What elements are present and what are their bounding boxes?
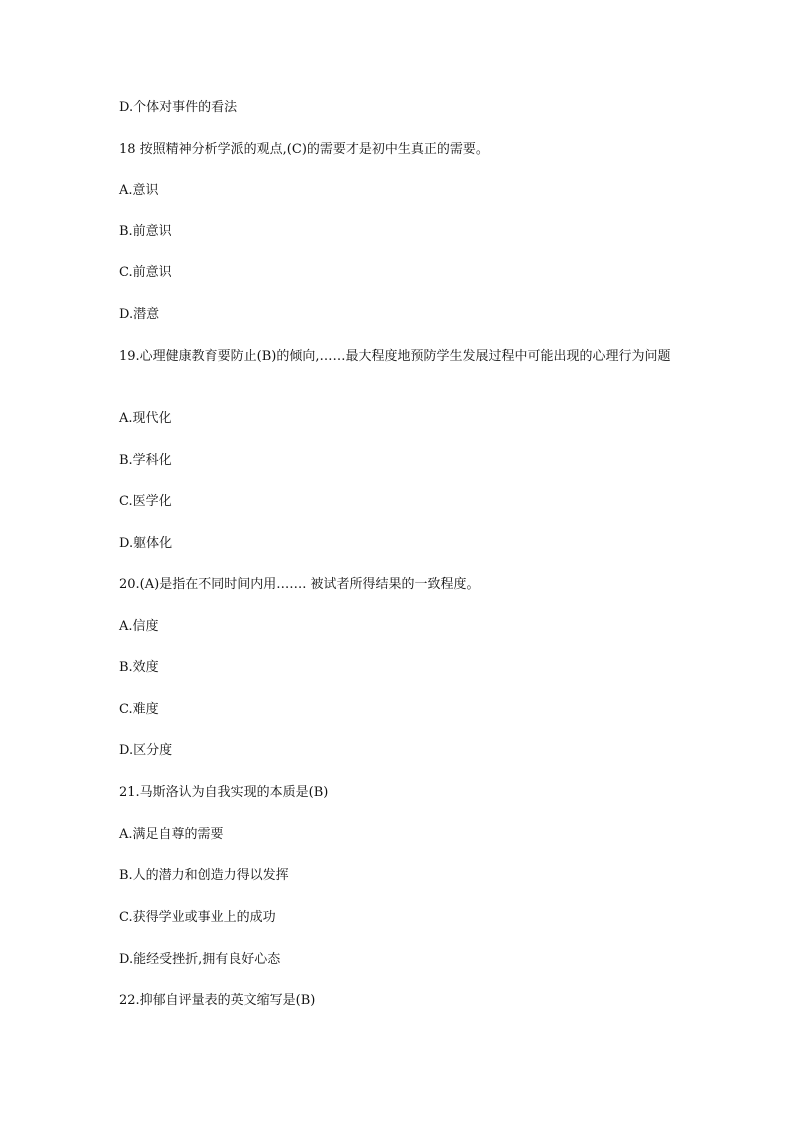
option-20-d: D.区分度 [119, 743, 173, 758]
question-21: 21.马斯洛认为自我实现的本质是(B) [119, 785, 329, 800]
option-18-a: A.意识 [119, 183, 159, 198]
question-19: 19.心理健康教育要防止(B)的倾向,……最大程度地预防学生发展过程中可能出现的心理行为问题 [119, 349, 671, 364]
option-19-b: B.学科化 [119, 453, 172, 468]
question-22: 22.抑郁自评量表的英文缩写是(B) [119, 993, 316, 1008]
option-20-c: C.难度 [119, 702, 159, 717]
option-18-b: B.前意识 [119, 224, 172, 239]
option-18-d: D.潜意 [119, 307, 160, 322]
option-20-b: B.效度 [119, 660, 159, 675]
question-20: 20.(A)是指在不同时间内用……. 被试者所得结果的一致程度。 [119, 577, 480, 592]
question-18: 18 按照精神分析学派的观点,(C)的需要才是初中生真正的需要。 [119, 142, 489, 157]
option-21-a: A.满足自尊的需要 [119, 827, 224, 842]
option-20-a: A.信度 [119, 619, 159, 634]
option-21-d: D.能经受挫折,拥有良好心态 [119, 952, 281, 967]
option-18-c: C.前意识 [119, 265, 172, 280]
option-19-d: D.躯体化 [119, 536, 173, 551]
option-17-d: D.个体对事件的看法 [119, 100, 238, 115]
option-21-b: B.人的潜力和创造力得以发挥 [119, 868, 289, 883]
option-19-c: C.医学化 [119, 494, 172, 509]
option-19-a: A.现代化 [119, 411, 172, 426]
option-21-c: C.获得学业或事业上的成功 [119, 910, 276, 925]
